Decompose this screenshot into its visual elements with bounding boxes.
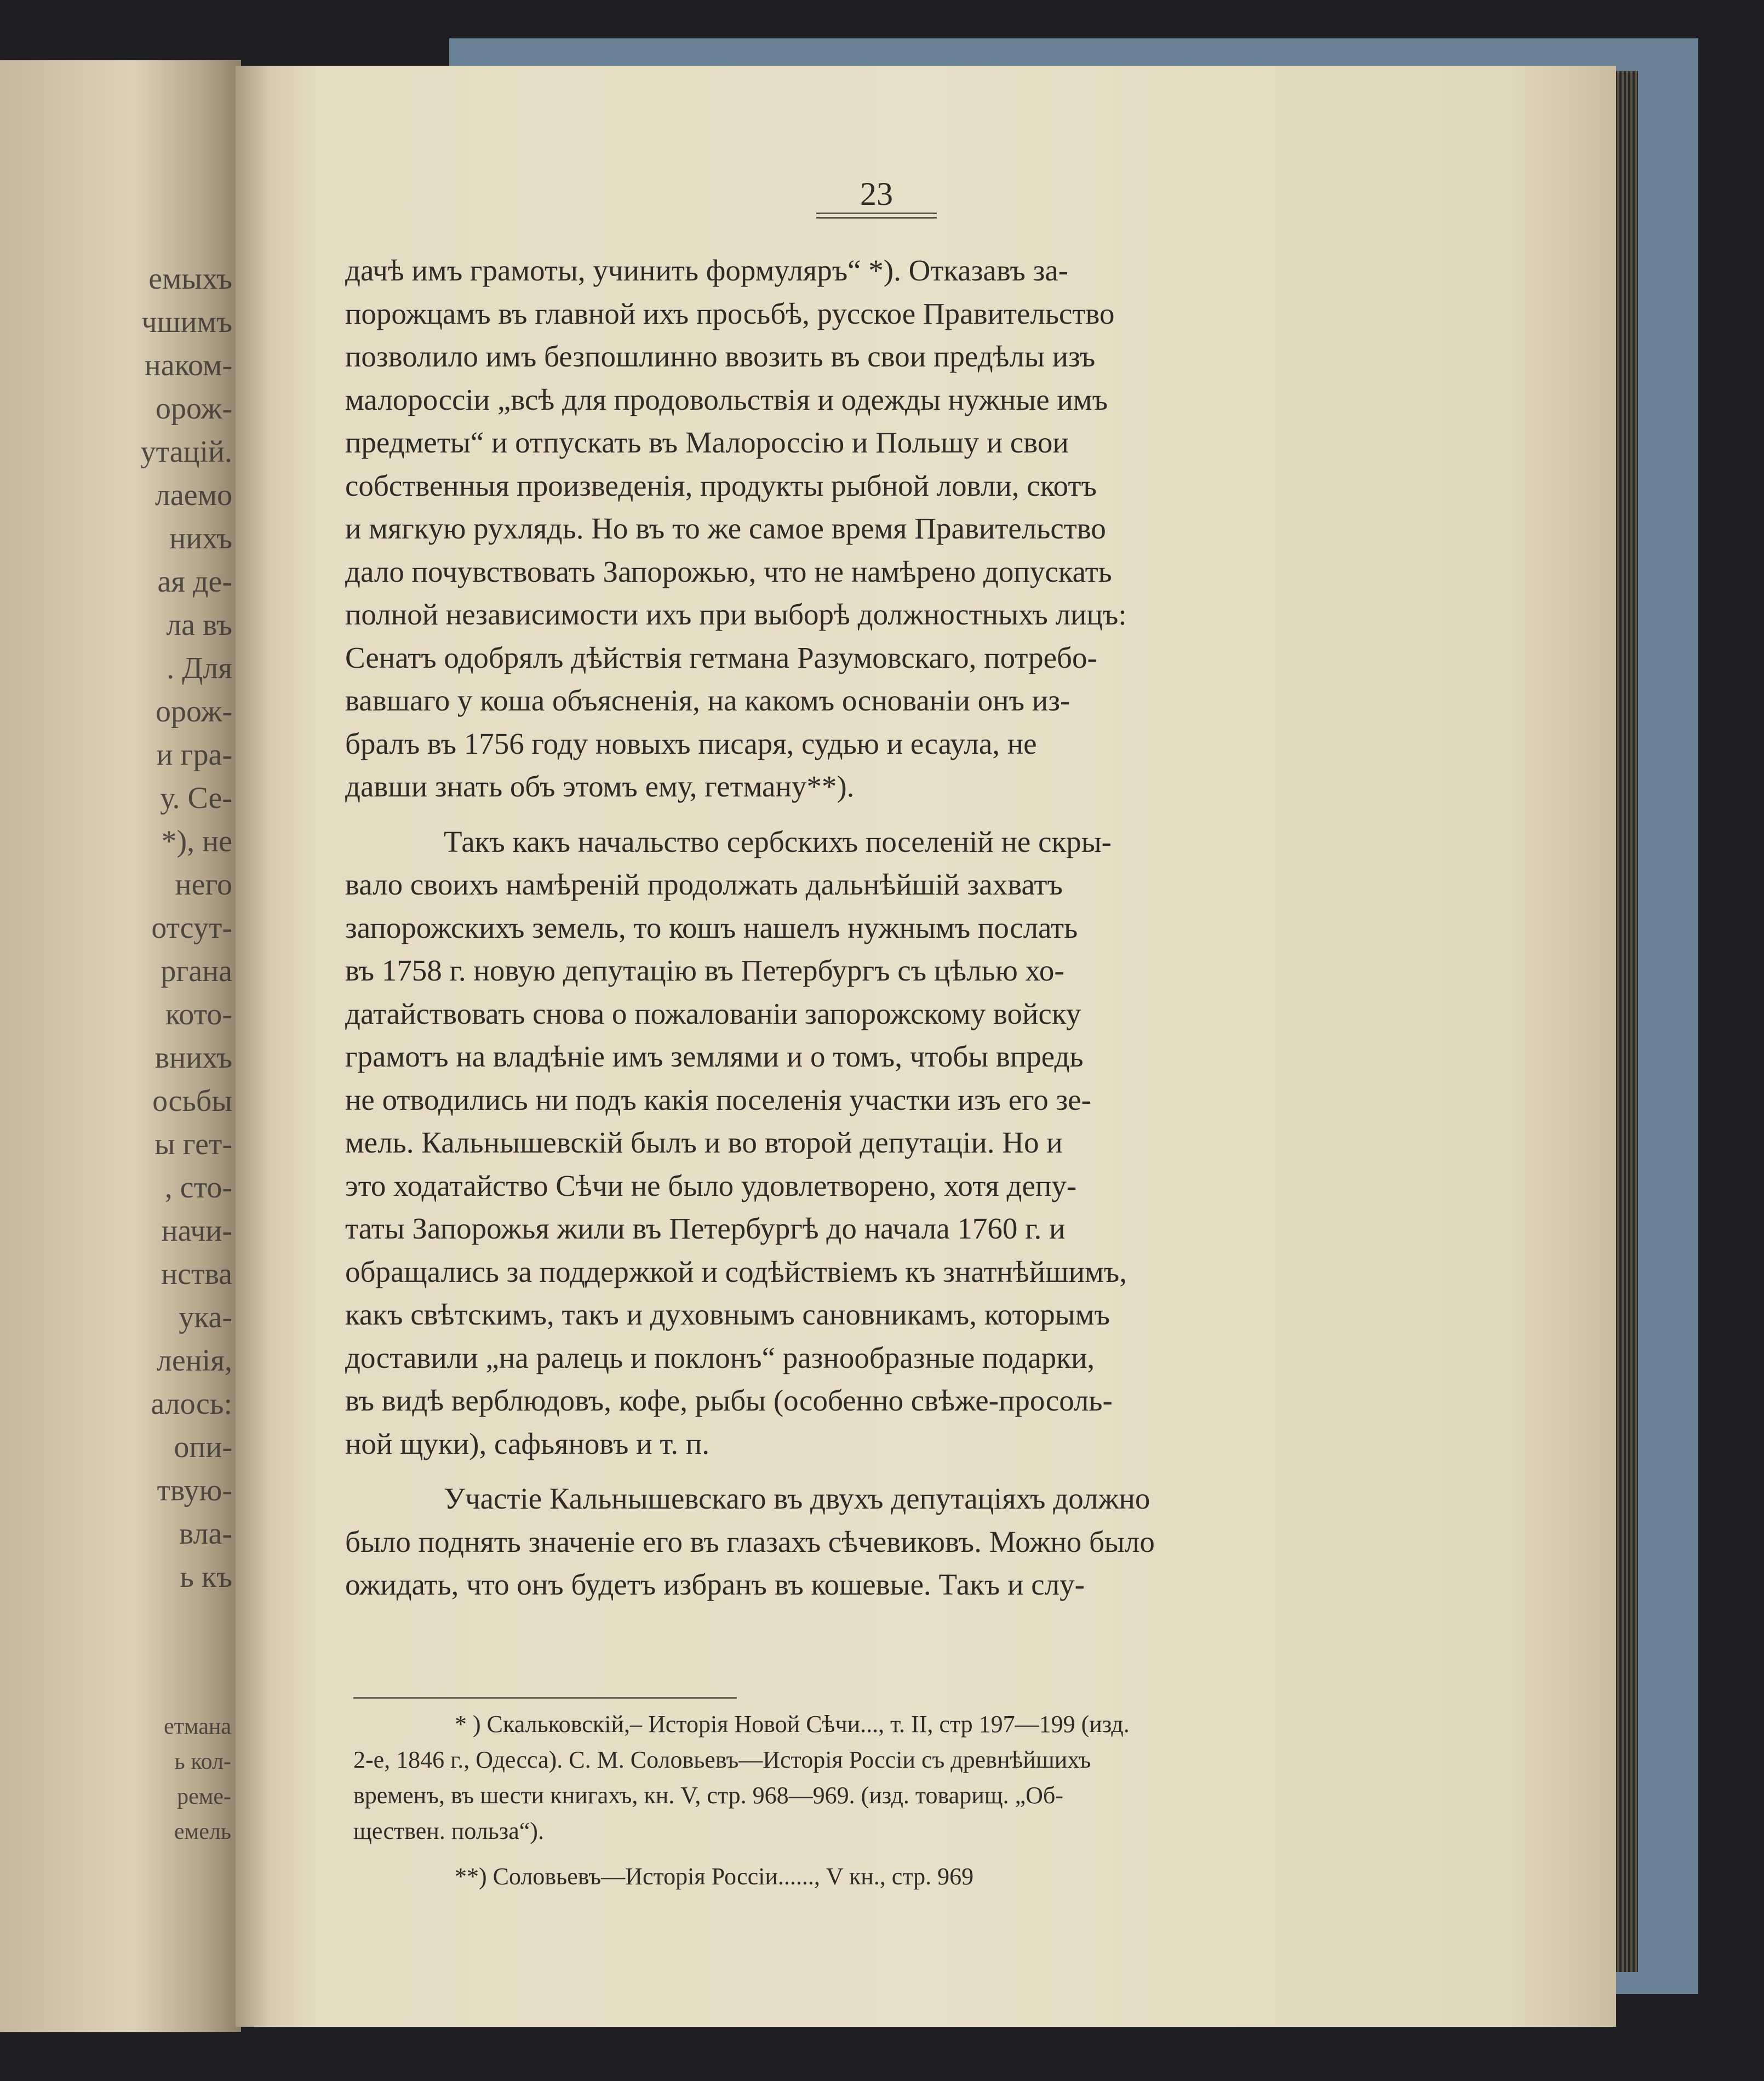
left-page-line: осьбы — [152, 1084, 232, 1118]
left-page-line: внихъ — [154, 1041, 232, 1075]
left-page-line: наком- — [144, 348, 232, 382]
left-page-line: вла- — [179, 1517, 232, 1551]
text-line: не отводились ни подъ какія поселенія участки изъ его зе- — [345, 1082, 1092, 1116]
text-line: полной независимости ихъ при выборѣ должностныхъ лицъ: — [345, 598, 1127, 631]
left-page-line: нихъ — [169, 521, 232, 555]
left-page-line: ленія, — [156, 1344, 232, 1378]
left-page-line: алось: — [151, 1387, 232, 1421]
text-line: вавшаго у коша объясненія, на какомъ основаніи онъ из- — [345, 684, 1070, 717]
text-line: грамотъ на владѣніе имъ землями и о томъ, чтобы впредь — [345, 1040, 1084, 1073]
page-number-rule — [816, 213, 937, 214]
left-page-line: ука- — [179, 1300, 232, 1334]
text-line: таты Запорожья жили въ Петербургѣ до начала 1760 г. и — [345, 1212, 1066, 1245]
text-line: въ видѣ верблюдовъ, кофе, рыбы (особенно свѣже-просоль- — [345, 1384, 1113, 1417]
left-page-line: орож- — [156, 695, 232, 729]
text-line: датайствовать снова о пожалованіи запорожскому войску — [345, 996, 1081, 1030]
left-page-line: отсут- — [151, 911, 232, 945]
text-line: Такъ какъ начальство сербскихъ поселеній не скры- — [444, 824, 1112, 858]
left-page-line: кото- — [165, 997, 232, 1031]
left-page-line: начи- — [161, 1214, 232, 1248]
text-line: вало своихъ намѣреній продолжать дальнѣйшій захватъ — [345, 868, 1063, 901]
text-line: доставили „на ралець и поклонъ“ разнообразные подарки, — [345, 1340, 1095, 1374]
left-page-line: емыхъ — [148, 262, 232, 296]
text-line: Сенатъ одобрялъ дѣйствія гетмана Разумовскаго, потребо- — [345, 640, 1097, 674]
left-page-footnote-line: етмана — [163, 1714, 231, 1739]
left-page-line: лаемо — [154, 478, 232, 512]
left-page-line: твую- — [157, 1474, 232, 1507]
text-line: обращались за поддержкой и содѣйствіемъ къ знатнѣйшимъ, — [345, 1254, 1127, 1288]
text-line: давши знать объ этомъ ему, гетману**). — [345, 770, 855, 803]
paragraph-gap — [345, 809, 1507, 821]
left-page-line: *), не — [161, 824, 232, 858]
text-line: запорожскихъ земель, то кошъ нашелъ нужнымъ послать — [345, 910, 1078, 944]
footnote-line: 2-е, 1846 г., Одесса). С. М. Соловьевъ—Исторія Россіи съ древнѣйшихъ — [353, 1746, 1091, 1773]
left-page-line: ы гет- — [154, 1127, 232, 1161]
page-number: 23 — [860, 176, 893, 212]
footnote-line: ществен. польза“). — [353, 1818, 544, 1844]
text-line: мель. Кальнышевскій былъ и во второй депутаціи. Но и — [345, 1126, 1063, 1159]
left-page-line: чшимъ — [141, 305, 232, 339]
text-line: въ 1758 г. новую депутацію въ Петербургъ съ цѣлью хо- — [345, 954, 1064, 987]
left-page-line: ь къ — [180, 1560, 232, 1594]
left-page-text — [24, 257, 232, 1599]
left-page-footnote — [23, 1709, 231, 1849]
text-line: и мягкую рухлядь. Но въ то же самое время Правительство — [345, 512, 1106, 545]
text-line: ожидать, что онъ будетъ избранъ въ кошевые. Такъ и слу- — [345, 1568, 1085, 1601]
text-line: Участіе Кальнышевскаго въ двухъ депутаціяхъ должно — [444, 1482, 1150, 1515]
text-line: предметы“ и отпускать въ Малороссію и Польшу и свои — [345, 426, 1069, 459]
footnote-line: **) Соловьевъ—Исторія Россіи......, V кн., стр. 969 — [455, 1863, 974, 1890]
left-page-line: ла въ — [166, 608, 232, 642]
left-page-line: утацій. — [140, 435, 232, 469]
left-page-line: опи- — [174, 1430, 232, 1464]
left-page-line: . Для — [167, 651, 232, 685]
left-page-line: нства — [161, 1257, 232, 1291]
footnotes — [353, 1706, 1509, 1894]
text-line: порожцамъ въ главной ихъ просьбѣ, русское Правительство — [345, 296, 1115, 330]
text-line: собственныя произведенія, продукты рыбной ловли, скотъ — [345, 468, 1097, 502]
left-page-footnote-line: реме- — [177, 1784, 231, 1809]
footnote-rule — [353, 1697, 737, 1699]
text-line: какъ свѣтскимъ, такъ и духовнымъ сановникамъ, которымъ — [345, 1298, 1110, 1331]
text-line: дало почувствовать Запорожью, что не намѣрено допускать — [345, 554, 1112, 588]
text-line: ной щуки), сафьяновъ и т. п. — [345, 1426, 709, 1460]
footnote-line: * ) Скальковскій,– Исторія Новой Сѣчи..., т. II, стр 197—199 (изд. — [455, 1711, 1130, 1738]
left-page-footnote-line: емель — [174, 1819, 231, 1844]
text-line: бралъ въ 1756 году новыхъ писаря, судью и есаула, не — [345, 726, 1037, 760]
left-page-footnote-line: ь кол- — [174, 1749, 231, 1774]
right-page — [236, 66, 1616, 2027]
text-line: было поднять значеніе его въ глазахъ сѣчевиковъ. Можно было — [345, 1524, 1155, 1558]
paragraph-gap — [345, 1465, 1507, 1477]
text-line: позволило имъ безпошлинно ввозить въ свои предѣлы изъ — [345, 340, 1096, 373]
text-line: малороссіи „всѣ для продовольствія и одежды нужные имъ — [345, 382, 1108, 416]
text-line: дачѣ имъ грамоты, учинить формуляръ“ *). Отказавъ за- — [345, 254, 1069, 287]
left-page-line: орож- — [156, 392, 232, 426]
left-page-line: у. Се- — [160, 781, 232, 815]
left-page-line: ая де- — [157, 565, 232, 599]
left-page-line: и гра- — [156, 738, 232, 772]
text-line: это ходатайство Сѣчи не было удовлетворено, хотя депу- — [345, 1168, 1077, 1202]
footnote-line: временъ, въ шести книгахъ, кн. V, стр. 968—969. (изд. товарищ. „Об- — [353, 1782, 1063, 1809]
page-number-rule — [816, 217, 937, 219]
footnote-gap — [353, 1849, 1509, 1859]
left-page-line: него — [175, 868, 232, 902]
main-text — [345, 249, 1507, 1607]
left-page-line: ргана — [161, 954, 232, 988]
left-page-line: , сто- — [164, 1171, 232, 1205]
left-page — [0, 60, 241, 2032]
